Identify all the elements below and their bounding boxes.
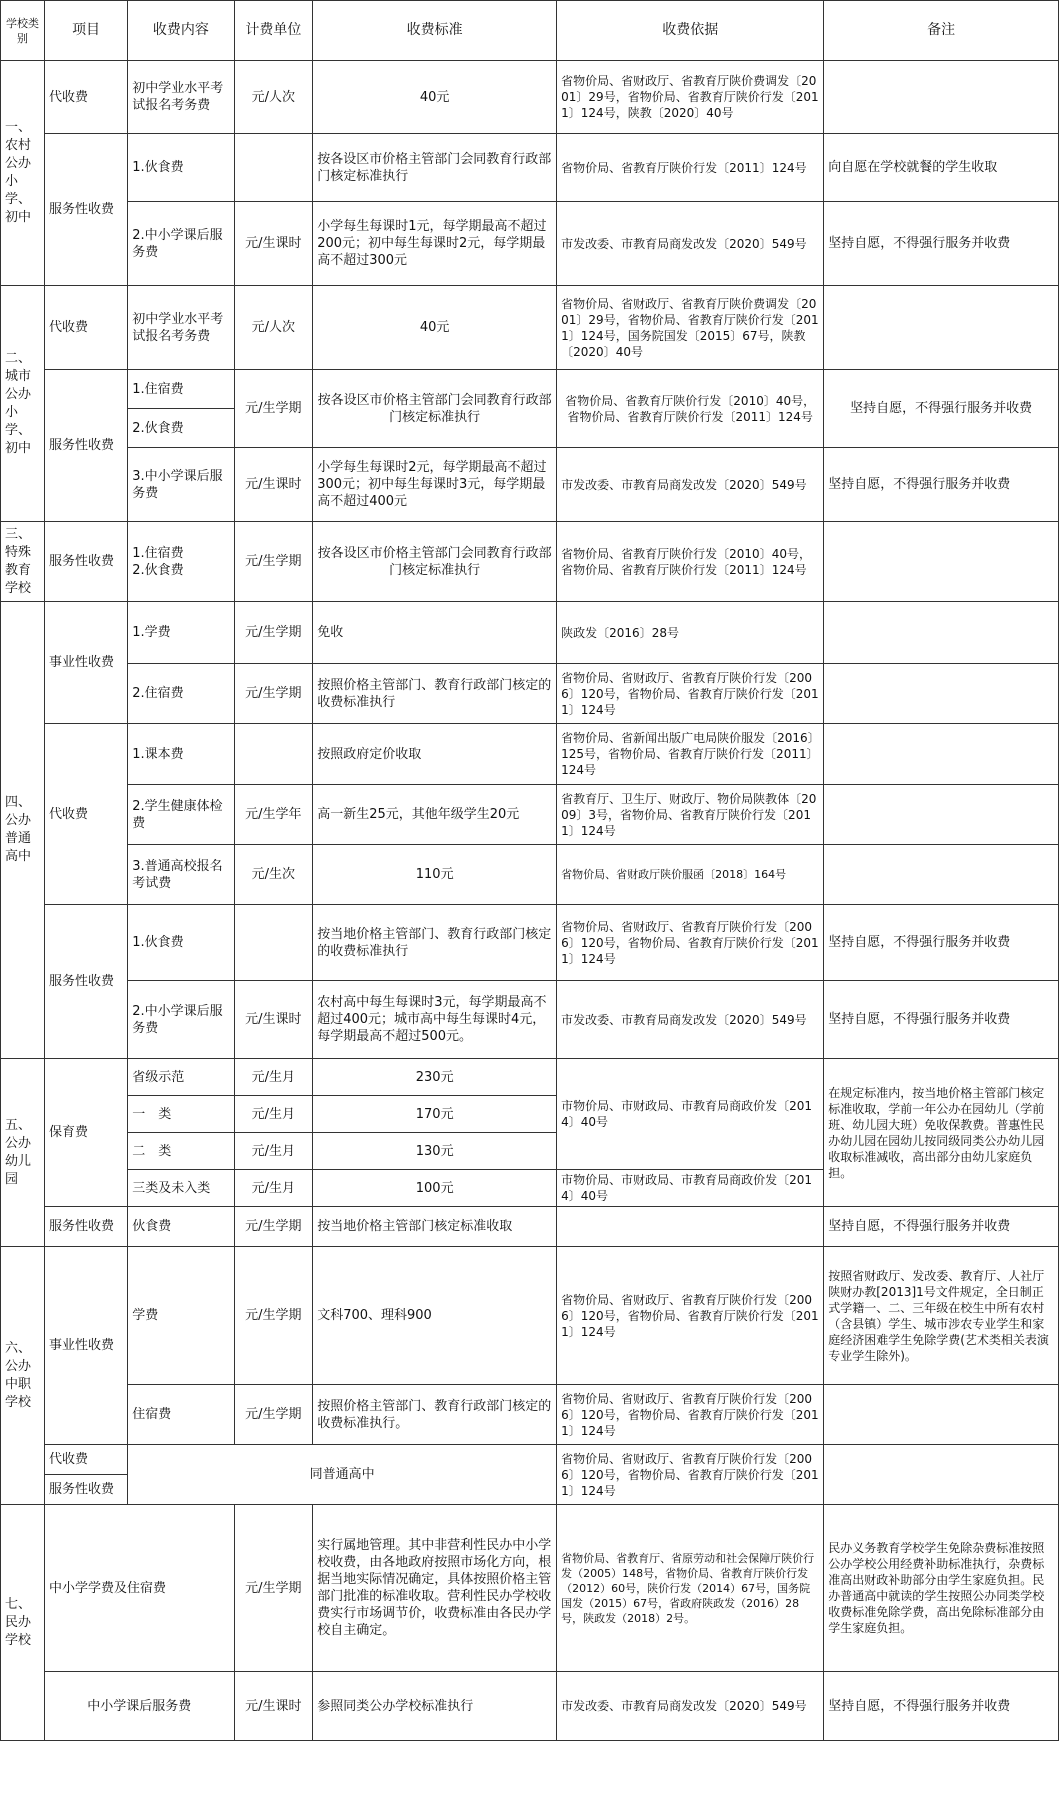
remark-cell: 民办义务教育学校学生免除杂费标准按照公办学校公用经费补助标准执行，杂费标准高出财政补助部分由学生家庭负担。民办普通高中就读的学生按照公办同类学校收费标准免除学费，高出免除标准部分由学生家庭负担。 [824,1505,1059,1672]
item-cell: 代收费 [44,61,127,134]
remark-cell: 向自愿在学校就餐的学生收取 [824,134,1059,202]
header-content: 收费内容 [128,1,234,61]
unit-cell: 元/生学期 [234,1505,313,1672]
item-cell: 事业性收费 [44,1247,127,1445]
basis-cell: 陕政发〔2016〕28号 [557,602,824,664]
unit-cell: 元/生课时 [234,1672,313,1741]
basis-cell: 省物价局、省教育厅陕价行发〔2010〕40号，省物价局、省教育厅陕价行发〔2011〕124号 [557,522,824,602]
standard-cell: 110元 [313,845,557,905]
basis-cell: 市发改委、市教育局商发改发〔2020〕549号 [557,202,824,286]
table-row [1,905,1059,981]
standard-cell: 230元 [313,1059,557,1096]
unit-cell: 元/生学期 [234,1385,313,1445]
standard-cell: 按照政府定价收取 [313,724,557,785]
table-row [1,370,1059,409]
header-unit: 计费单位 [234,1,313,61]
unit-cell: 元/生学期 [234,1207,313,1247]
content-cell: 2.中小学课后服务费 [128,202,234,286]
content-cell: 伙食费 [128,1207,234,1247]
unit-cell [234,905,313,981]
table-row [1,981,1059,1059]
table-row [1,664,1059,724]
item-cell: 中小学学费及住宿费 [44,1505,234,1672]
table-row [1,845,1059,905]
standard-cell: 100元 [313,1170,557,1207]
basis-cell: 省物价局、省教育厅陕价行发〔2010〕40号，省物价局、省教育厅陕价行发〔2011〕124号 [557,370,824,448]
standard-cell: 按照价格主管部门、教育行政部门核定的收费标准执行。 [313,1385,557,1445]
header-row [1,1,1059,61]
content-cell: 1.住宿费 2.伙食费 [128,522,234,602]
item-cell: 中小学课后服务费 [44,1672,234,1741]
remark-cell [824,522,1059,602]
basis-cell: 市发改委、市教育局商发改发〔2020〕549号 [557,981,824,1059]
unit-cell: 元/生月 [234,1096,313,1133]
content-cell: 3.中小学课后服务费 [128,448,234,522]
table-row [1,202,1059,286]
remark-cell [824,664,1059,724]
unit-cell: 元/生月 [234,1170,313,1207]
category-special: 三、特殊教育学校 [1,522,45,602]
remark-cell: 坚持自愿，不得强行服务并收费 [824,1207,1059,1247]
basis-cell: 省物价局、省财政厅、省教育厅陕价行发〔2006〕120号，省物价局、省教育厅陕价行发〔2011〕124号 [557,664,824,724]
item-cell: 服务性收费 [44,1207,127,1247]
content-cell: 三类及未入类 [128,1170,234,1207]
content-cell: 住宿费 [128,1385,234,1445]
remark-cell [824,602,1059,664]
standard-cell: 高一新生25元，其他年级学生20元 [313,785,557,845]
remark-cell: 坚持自愿，不得强行服务并收费 [824,202,1059,286]
unit-cell: 元/生月 [234,1059,313,1096]
header-item: 项目 [44,1,127,61]
standard-cell: 40元 [313,61,557,134]
standard-cell: 按当地价格主管部门、教育行政部门核定的收费标准执行 [313,905,557,981]
unit-cell: 元/生学期 [234,1247,313,1385]
category-high: 四、公办普通高中 [1,602,45,1059]
item-cell: 服务性收费 [44,370,127,522]
remark-cell: 在规定标准内，按当地价格主管部门核定标准收取，学前一年公办在园幼儿（学前班、幼儿园大班）免收保教费。普惠性民办幼儿园在园幼儿按同级同类公办幼儿园收取标准减收，高出部分由幼儿家庭负担。 [824,1059,1059,1207]
remark-cell: 按照省财政厅、发改委、教育厅、人社厅陕财办教[2013]1号文件规定，全日制正式学籍一、二、三年级在校生中所有农村（含县镇）学生、城市涉农专业学生和家庭经济困难学生免除学费(艺术类相关表演专业学生除外)。 [824,1247,1059,1385]
remark-cell [824,845,1059,905]
table-row [1,1672,1059,1741]
item-cell: 服务性收费 [44,905,127,1059]
basis-cell: 省物价局、省财政厅、省教育厅陕价费调发〔2001〕29号，省物价局、省教育厅陕价行发〔2011〕124号，国务院国发〔2015〕67号，陕教〔2020〕40号 [557,286,824,370]
basis-cell: 市发改委、市教育局商发改发〔2020〕549号 [557,1672,824,1741]
item-cell: 代收费 [44,724,127,905]
content-cell: 初中学业水平考试报名考务费 [128,286,234,370]
remark-cell: 坚持自愿，不得强行服务并收费 [824,370,1059,448]
remark-cell [824,785,1059,845]
table-row [1,286,1059,370]
basis-cell: 市发改委、市教育局商发改发〔2020〕549号 [557,448,824,522]
standard-cell: 按当地价格主管部门核定标准收取 [313,1207,557,1247]
table-row [1,1059,1059,1096]
basis-cell: 省物价局、省财政厅陕价服函〔2018〕164号 [557,845,824,905]
unit-cell: 元/生学年 [234,785,313,845]
standard-cell: 文科700、理科900 [313,1247,557,1385]
standard-cell: 按各设区市价格主管部门会同教育行政部门核定标准执行 [313,134,557,202]
remark-cell: 坚持自愿，不得强行服务并收费 [824,981,1059,1059]
remark-cell: 坚持自愿，不得强行服务并收费 [824,905,1059,981]
content-cell: 1.伙食费 [128,134,234,202]
unit-cell [234,724,313,785]
content-cell: 1.课本费 [128,724,234,785]
standard-cell: 参照同类公办学校标准执行 [313,1672,557,1741]
standard-cell: 小学每生每课时1元，每学期最高不超过200元；初中每生每课时2元，每学期最高不超过300元 [313,202,557,286]
standard-cell: 免收 [313,602,557,664]
header-school-type: 学校类别 [1,1,45,61]
content-cell: 1.伙食费 [128,905,234,981]
remark-cell [824,724,1059,785]
basis-cell: 省物价局、省教育厅陕价行发〔2011〕124号 [557,134,824,202]
category-vocational: 六、公办中职学校 [1,1247,45,1505]
header-basis: 收费依据 [557,1,824,61]
table-row [1,724,1059,785]
unit-cell [234,134,313,202]
category-kindergarten: 五、公办幼儿园 [1,1059,45,1247]
category-rural: 一、农村公办小学、初中 [1,61,45,286]
remark-cell: 坚持自愿，不得强行服务并收费 [824,448,1059,522]
item-cell: 代收费 [44,286,127,370]
standard-cell: 按各设区市价格主管部门会同教育行政部门核定标准执行 [313,522,557,602]
content-cell: 2.学生健康体检费 [128,785,234,845]
standard-cell: 农村高中每生每课时3元，每学期最高不超过400元；城市高中每生每课时4元，每学期最高不超过500元。 [313,981,557,1059]
content-cell: 2.中小学课后服务费 [128,981,234,1059]
basis-cell: 省物价局、省新闻出版广电局陕价服发〔2016〕125号，省物价局、省教育厅陕价行发〔2011〕124号 [557,724,824,785]
header-remark: 备注 [824,1,1059,61]
category-private: 七、民办学校 [1,1505,45,1741]
unit-cell: 元/生学期 [234,522,313,602]
table-row [1,61,1059,134]
remark-cell: 坚持自愿，不得强行服务并收费 [824,1672,1059,1741]
table-row [1,448,1059,522]
table-row [1,1247,1059,1385]
content-cell: 二 类 [128,1133,234,1170]
basis-cell [557,1207,824,1247]
basis-cell: 省物价局、省财政厅、省教育厅陕价行发〔2006〕120号，省物价局、省教育厅陕价行发〔2011〕124号 [557,1385,824,1445]
content-cell: 学费 [128,1247,234,1385]
unit-cell: 元/人次 [234,61,313,134]
basis-cell: 省物价局、省教育厅、省原劳动和社会保障厅陕价行发（2005）148号，省物价局、省教育厅陕价行发（2012）60号，陕价行发（2014）67号，国务院国发（2015）67号，省政府陕政发（2016）28号，陕政发（2018）2号。 [557,1505,824,1672]
item-cell: 事业性收费 [44,602,127,724]
basis-cell: 省物价局、省财政厅、省教育厅陕价费调发〔2001〕29号，省物价局、省教育厅陕价行发〔2011〕124号，陕教〔2020〕40号 [557,61,824,134]
item-cell: 服务性收费 [44,134,127,286]
category-urban: 二、城市公办小学、初中 [1,286,45,522]
standard-cell: 170元 [313,1096,557,1133]
table-row [1,1207,1059,1247]
unit-cell: 元/生课时 [234,202,313,286]
unit-cell: 元/生学期 [234,602,313,664]
standard-cell: 按各设区市价格主管部门会同教育行政部门核定标准执行 [313,370,557,448]
basis-cell: 省物价局、省财政厅、省教育厅陕价行发〔2006〕120号，省物价局、省教育厅陕价行发〔2011〕124号 [557,1247,824,1385]
item-cell: 保育费 [44,1059,127,1207]
remark-cell [824,61,1059,134]
same-as-high-cell: 同普通高中 [128,1445,557,1505]
content-cell: 1.住宿费 [128,370,234,409]
standard-cell: 40元 [313,286,557,370]
table-row [1,522,1059,602]
basis-cell: 市物价局、市财政局、市教育局商政价发〔2014〕40号 [557,1059,824,1170]
remark-cell [824,1445,1059,1505]
standard-cell: 小学每生每课时2元，每学期最高不超过300元；初中每生每课时3元，每学期最高不超过400元 [313,448,557,522]
content-cell: 一 类 [128,1096,234,1133]
unit-cell: 元/生月 [234,1133,313,1170]
table-row [1,1445,1059,1475]
header-standard: 收费标准 [313,1,557,61]
remark-cell [824,286,1059,370]
basis-cell: 省物价局、省财政厅、省教育厅陕价行发〔2006〕120号，省物价局、省教育厅陕价行发〔2011〕124号 [557,905,824,981]
item-cell: 服务性收费 [44,1475,127,1505]
unit-cell: 元/生学期 [234,664,313,724]
content-cell: 初中学业水平考试报名考务费 [128,61,234,134]
remark-cell [824,1385,1059,1445]
content-cell: 省级示范 [128,1059,234,1096]
content-cell: 2.住宿费 [128,664,234,724]
table-row [1,785,1059,845]
basis-cell: 省教育厅、卫生厅、财政厅、物价局陕教体〔2009〕3号，省物价局、省教育厅陕价行发〔2011〕124号 [557,785,824,845]
table-row [1,1505,1059,1672]
standard-cell: 实行属地管理。其中非营利性民办中小学校收费，由各地政府按照市场化方向，根据当地实际情况确定，具体按照价格主管部门批准的标准收取。营利性民办学校收费实行市场调节价，收费标准由各民办学校自主确定。 [313,1505,557,1672]
standard-cell: 130元 [313,1133,557,1170]
unit-cell: 元/生课时 [234,981,313,1059]
unit-cell: 元/人次 [234,286,313,370]
table-row [1,602,1059,664]
unit-cell: 元/生次 [234,845,313,905]
item-cell: 代收费 [44,1445,127,1475]
unit-cell: 元/生课时 [234,448,313,522]
basis-cell: 省物价局、省财政厅、省教育厅陕价行发〔2006〕120号，省物价局、省教育厅陕价行发〔2011〕124号 [557,1445,824,1505]
content-cell: 2.伙食费 [128,409,234,448]
table-row [1,134,1059,202]
content-cell: 3.普通高校报名考试费 [128,845,234,905]
basis-cell: 市物价局、市财政局、市教育局商政价发〔2014〕40号 [557,1170,824,1207]
table-row [1,1385,1059,1445]
item-cell: 服务性收费 [44,522,127,602]
unit-cell: 元/生学期 [234,370,313,448]
standard-cell: 按照价格主管部门、教育行政部门核定的收费标准执行 [313,664,557,724]
content-cell: 1.学费 [128,602,234,664]
